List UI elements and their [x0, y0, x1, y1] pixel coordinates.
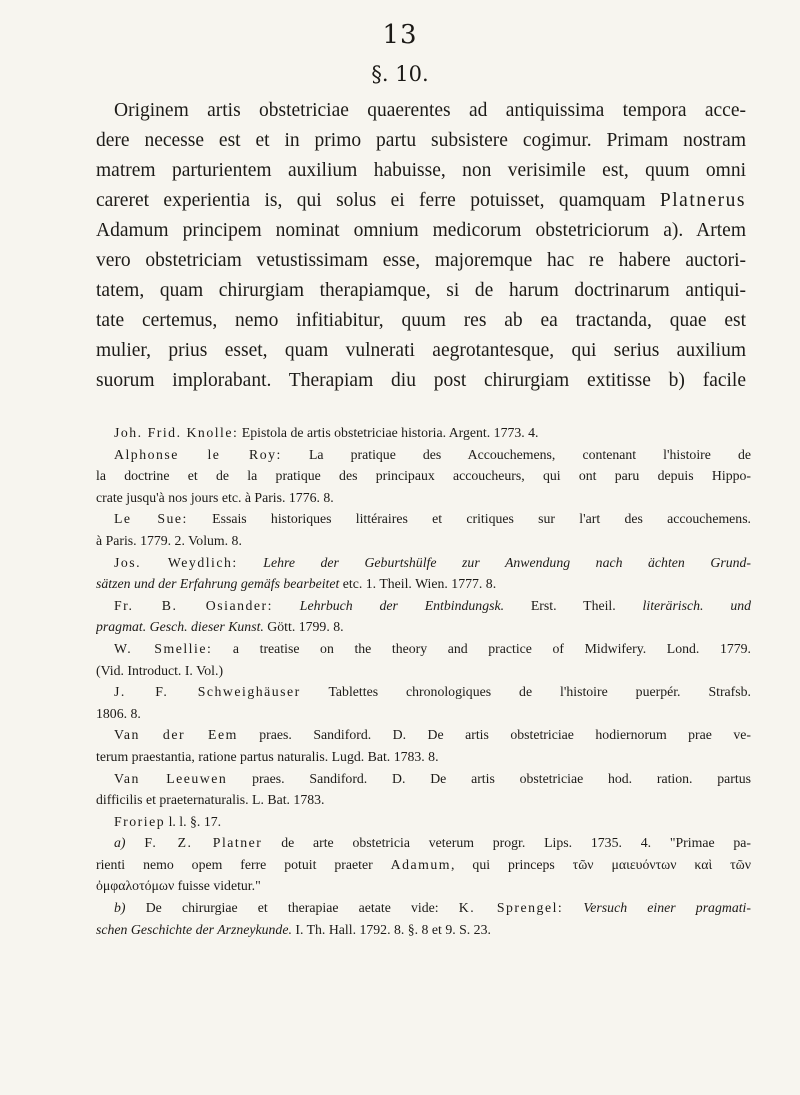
footnote-line: rienti nemo opem ferre potuit praeter Adamum, qui princeps τῶν μαιευόντων καὶ τῶν	[96, 856, 751, 872]
reference-line: terum praestantia, ratione partus naturalis. Lugd. Bat. 1783. 8.	[96, 748, 439, 764]
reference-entry: Jos. Weydlich: Lehre der Geburtshülfe zur Anwendung nach ächten Grund-	[114, 554, 751, 570]
reference-entry: Froriep l. l. §. 17.	[114, 813, 222, 829]
reference-line: à Paris. 1779. 2. Volum. 8.	[96, 532, 242, 548]
body-line: matrem parturientem auxilium habuisse, non verisimile est, quum omni	[96, 160, 746, 181]
body-line: Adamum principem nominat omnium medicorum obstetriciorum a). Artem	[96, 220, 746, 241]
reference-entry: Joh. Frid. Knolle: Epistola de artis obstetriciae historia. Argent. 1773. 4.	[114, 425, 539, 440]
reference-line: crate jusqu'à nos jours etc. à Paris. 1776. 8.	[96, 489, 334, 505]
body-line: suorum implorabant. Therapiam diu post chirurgiam extitisse b) facile	[96, 370, 746, 391]
body-line: tatem, quam chirurgiam therapiamque, si de harum doctrinarum antiqui-	[96, 280, 746, 301]
body-line: mulier, prius esset, quam vulnerati aegrotantesque, qui serius auxilium	[96, 340, 746, 361]
section-number: §. 10.	[371, 62, 429, 86]
reference-entry: W. Smellie: a treatise on the theory and practice of Midwifery. Lond. 1779.	[114, 640, 751, 656]
body-line: vero obstetriciam vetustissimam esse, majoremque hac re habere auctori-	[96, 250, 746, 271]
reference-line: sätzen und der Erfahrung gemäfs bearbeitet etc. 1. Theil. Wien. 1777. 8.	[96, 576, 497, 592]
footnote-a: a) F. Z. Platner de arte obstetricia veterum progr. Lips. 1735. 4. "Primae pa-	[114, 835, 751, 851]
main-paragraph	[96, 96, 746, 396]
reference-entry: Fr. B. Osiander: Lehrbuch der Entbindungsk. Erst. Theil. literärisch. und	[114, 597, 751, 613]
page-number: 13	[382, 20, 418, 50]
footnote-line: schen Geschichte der Arzneykunde. I. Th. Hall. 1792. 8. §. 8 et 9. S. 23.	[96, 921, 491, 937]
reference-line: 1806. 8.	[96, 705, 141, 721]
reference-entry: Alphonse le Roy: La pratique des Accouchemens, contenant l'histoire de	[114, 446, 751, 462]
author-name-platnerus: Platnerus	[659, 190, 746, 211]
reference-line: la doctrine et de la pratique des principaux accoucheurs, qui ont paru depuis Hippo-	[96, 468, 751, 484]
body-line: dere necesse est et in primo partu subsistere cogimur. Primam nostram	[96, 130, 746, 151]
reference-entry: Van Leeuwen praes. Sandiford. D. De artis obstetriciae hod. ration. partus	[114, 770, 751, 786]
footnote-marker: b)	[114, 900, 126, 916]
reference-entry: J. F. Schweighäuser Tablettes chronologiques de l'histoire puerpér. Strafsb.	[114, 684, 751, 700]
body-line: careret experientia is, qui solus ei ferre potuisset, quamquam Platnerus	[96, 190, 746, 211]
reference-entry: Le Sue: Essais historiques littéraires et critiques sur l'art des accouchemens.	[114, 511, 751, 527]
footnote-b: b) De chirurgiae et therapiae aetate vide: K. Sprengel: Versuch einer pragmati-	[114, 900, 751, 916]
reference-line: (Vid. Introduct. I. Vol.)	[96, 662, 224, 678]
footnote-line: ὀμφαλοτόμων fuisse videtur."	[96, 878, 261, 894]
reference-entry: Van der Eem praes. Sandiford. D. De artis obstetriciae hodiernorum prae ve-	[114, 727, 751, 743]
footnote-marker: a)	[114, 835, 126, 851]
reference-line: pragmat. Gesch. dieser Kunst. Gött. 1799. 8.	[96, 619, 344, 635]
body-line: tate certemus, nemo infitiabitur, quum res ab ea tractanda, quae est	[96, 310, 746, 331]
body-line: Originem artis obstetriciae quaerentes ad antiquissima tempora acce-	[114, 100, 746, 121]
reference-line: difficilis et praeternaturalis. L. Bat. 1783.	[96, 792, 325, 808]
references-block	[96, 422, 751, 940]
